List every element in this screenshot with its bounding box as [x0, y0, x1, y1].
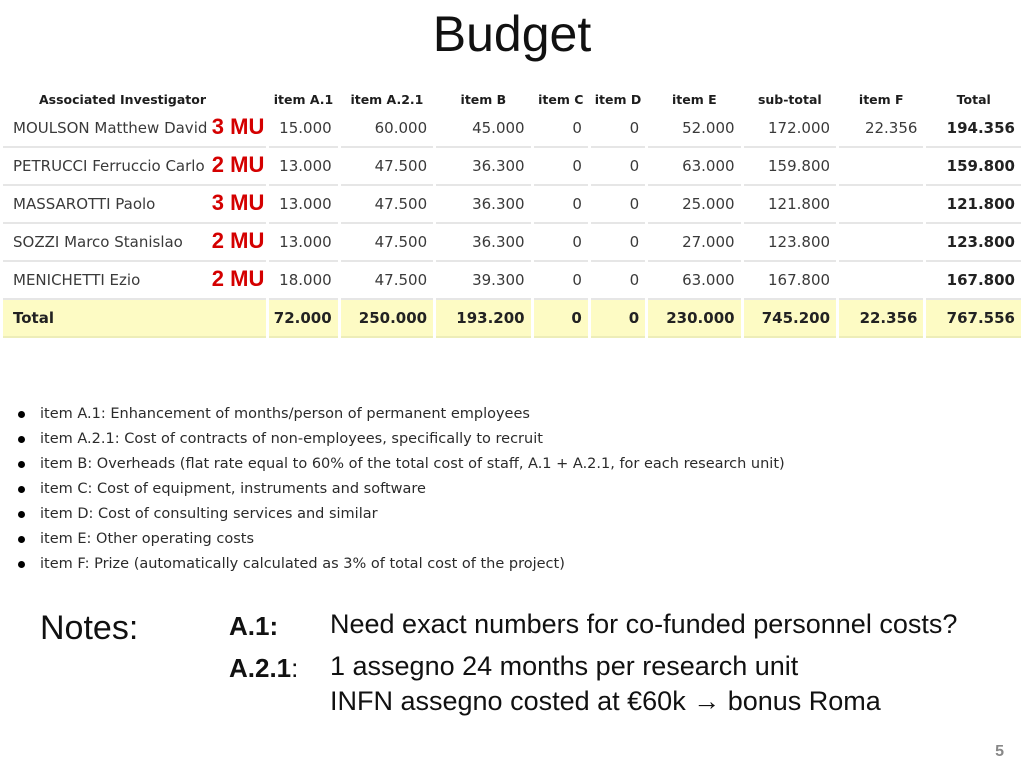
header-subtotal: sub-total — [757, 91, 822, 107]
cell-f — [839, 186, 923, 224]
cell-c: 0 — [534, 224, 588, 262]
total-e: 230.000 — [648, 300, 740, 338]
cell-subtotal: 123.800 — [744, 224, 836, 262]
cell-e: 52.000 — [648, 110, 740, 148]
list-item: item E: Other operating costs — [16, 527, 785, 552]
cell-d: 0 — [591, 148, 645, 186]
list-item: item A.1: Enhancement of months/person of permanent employees — [16, 402, 785, 427]
cell-a1: 13.000 — [269, 224, 337, 262]
investigator-cell — [3, 186, 266, 224]
header-total: Total — [956, 91, 991, 107]
investigator-name: MOULSON Matthew David — [13, 119, 208, 137]
cell-d: 0 — [591, 262, 645, 300]
cell-subtotal: 121.800 — [744, 186, 836, 224]
note-a21-key — [229, 653, 298, 684]
totals-row — [3, 300, 1021, 338]
note-a1-text: Need exact numbers for co-funded personnel costs? — [330, 609, 958, 639]
cell-b: 39.300 — [436, 262, 530, 300]
cell-e: 63.000 — [648, 148, 740, 186]
note-a21-line2: INFN assegno costed at €60k → bonus Roma — [330, 686, 881, 716]
cell-a21: 47.500 — [341, 148, 433, 186]
header-item-a21: item A.2.1 — [350, 91, 424, 107]
table-row — [3, 224, 1021, 262]
cell-e: 63.000 — [648, 262, 740, 300]
cell-a1: 18.000 — [269, 262, 337, 300]
header-item-b: item B — [460, 91, 507, 107]
note-a1-key: A.1: — [229, 611, 279, 641]
cell-a1: 13.000 — [269, 186, 337, 224]
cell-a21: 47.500 — [341, 186, 433, 224]
cell-f — [839, 224, 923, 262]
cell-f — [839, 262, 923, 300]
cell-a1: 13.000 — [269, 148, 337, 186]
list-item: item A.2.1: Cost of contracts of non-employees, specifically to recruit — [16, 427, 785, 452]
investigator-cell — [3, 110, 266, 148]
cell-d: 0 — [591, 224, 645, 262]
investigator-name: MASSAROTTI Paolo — [13, 195, 156, 213]
cell-d: 0 — [591, 186, 645, 224]
cell-c: 0 — [534, 186, 588, 224]
item-legend-list — [16, 402, 785, 577]
total-grand: 767.556 — [926, 300, 1021, 338]
header-item-e: item E — [672, 91, 717, 107]
table-header-row — [3, 88, 1021, 110]
cell-e: 27.000 — [648, 224, 740, 262]
page-number: 5 — [995, 743, 1004, 760]
budget-table — [0, 88, 1024, 338]
header-item-c: item C — [538, 91, 584, 107]
cell-total: 123.800 — [926, 224, 1021, 262]
total-c: 0 — [534, 300, 588, 338]
cell-a21: 60.000 — [341, 110, 433, 148]
table-row — [3, 110, 1021, 148]
slide-title: Budget — [432, 6, 592, 62]
note-a21-line1: 1 assegno 24 months per research unit — [330, 651, 799, 681]
total-subtotal: 745.200 — [744, 300, 836, 338]
mu-badge: 3 MU — [211, 114, 265, 139]
list-item: item F: Prize (automatically calculated as 3% of total cost of the project) — [16, 552, 785, 577]
cell-subtotal: 159.800 — [744, 148, 836, 186]
table-row — [3, 148, 1021, 186]
list-item: item D: Cost of consulting services and similar — [16, 502, 785, 527]
cell-total: 194.356 — [926, 110, 1021, 148]
investigator-cell — [3, 224, 266, 262]
list-item: item B: Overheads (flat rate equal to 60% of the total cost of staff, A.1 + A.2.1, for each research unit) — [16, 452, 785, 477]
cell-total: 121.800 — [926, 186, 1021, 224]
cell-subtotal: 167.800 — [744, 262, 836, 300]
cell-a1: 15.000 — [269, 110, 337, 148]
cell-f — [839, 148, 923, 186]
note-a21-label: A.2.1 — [229, 653, 292, 683]
investigator-cell — [3, 262, 266, 300]
investigator-name: PETRUCCI Ferruccio Carlo — [13, 157, 205, 175]
total-b: 193.200 — [436, 300, 530, 338]
note-a21-colon: : — [291, 653, 299, 683]
table-row — [3, 186, 1021, 224]
cell-a21: 47.500 — [341, 224, 433, 262]
header-item-d: item D — [594, 91, 642, 107]
cell-a21: 47.500 — [341, 262, 433, 300]
header-investigator: Associated Investigator — [39, 91, 207, 107]
cell-subtotal: 172.000 — [744, 110, 836, 148]
cell-c: 0 — [534, 110, 588, 148]
mu-badge: 3 MU — [211, 190, 265, 215]
cell-total: 159.800 — [926, 148, 1021, 186]
total-f: 22.356 — [839, 300, 923, 338]
cell-b: 36.300 — [436, 224, 530, 262]
cell-c: 0 — [534, 148, 588, 186]
totals-label: Total — [3, 300, 266, 338]
cell-b: 36.300 — [436, 186, 530, 224]
cell-d: 0 — [591, 110, 645, 148]
investigator-cell — [3, 148, 266, 186]
cell-c: 0 — [534, 262, 588, 300]
investigator-name: MENICHETTI Ezio — [13, 271, 141, 289]
table-row — [3, 262, 1021, 300]
cell-f: 22.356 — [839, 110, 923, 148]
notes-label: Notes: — [40, 609, 139, 647]
total-a21: 250.000 — [341, 300, 433, 338]
cell-b: 36.300 — [436, 148, 530, 186]
mu-badge: 2 MU — [211, 228, 265, 253]
mu-badge: 2 MU — [211, 152, 265, 177]
header-item-a1: item A.1 — [273, 91, 334, 107]
mu-badge: 2 MU — [211, 266, 265, 291]
total-a1: 72.000 — [269, 300, 337, 338]
cell-total: 167.800 — [926, 262, 1021, 300]
total-d: 0 — [591, 300, 645, 338]
header-item-f: item F — [858, 91, 904, 107]
investigator-name: SOZZI Marco Stanislao — [13, 233, 183, 251]
cell-b: 45.000 — [436, 110, 530, 148]
list-item: item C: Cost of equipment, instruments and software — [16, 477, 785, 502]
cell-e: 25.000 — [648, 186, 740, 224]
